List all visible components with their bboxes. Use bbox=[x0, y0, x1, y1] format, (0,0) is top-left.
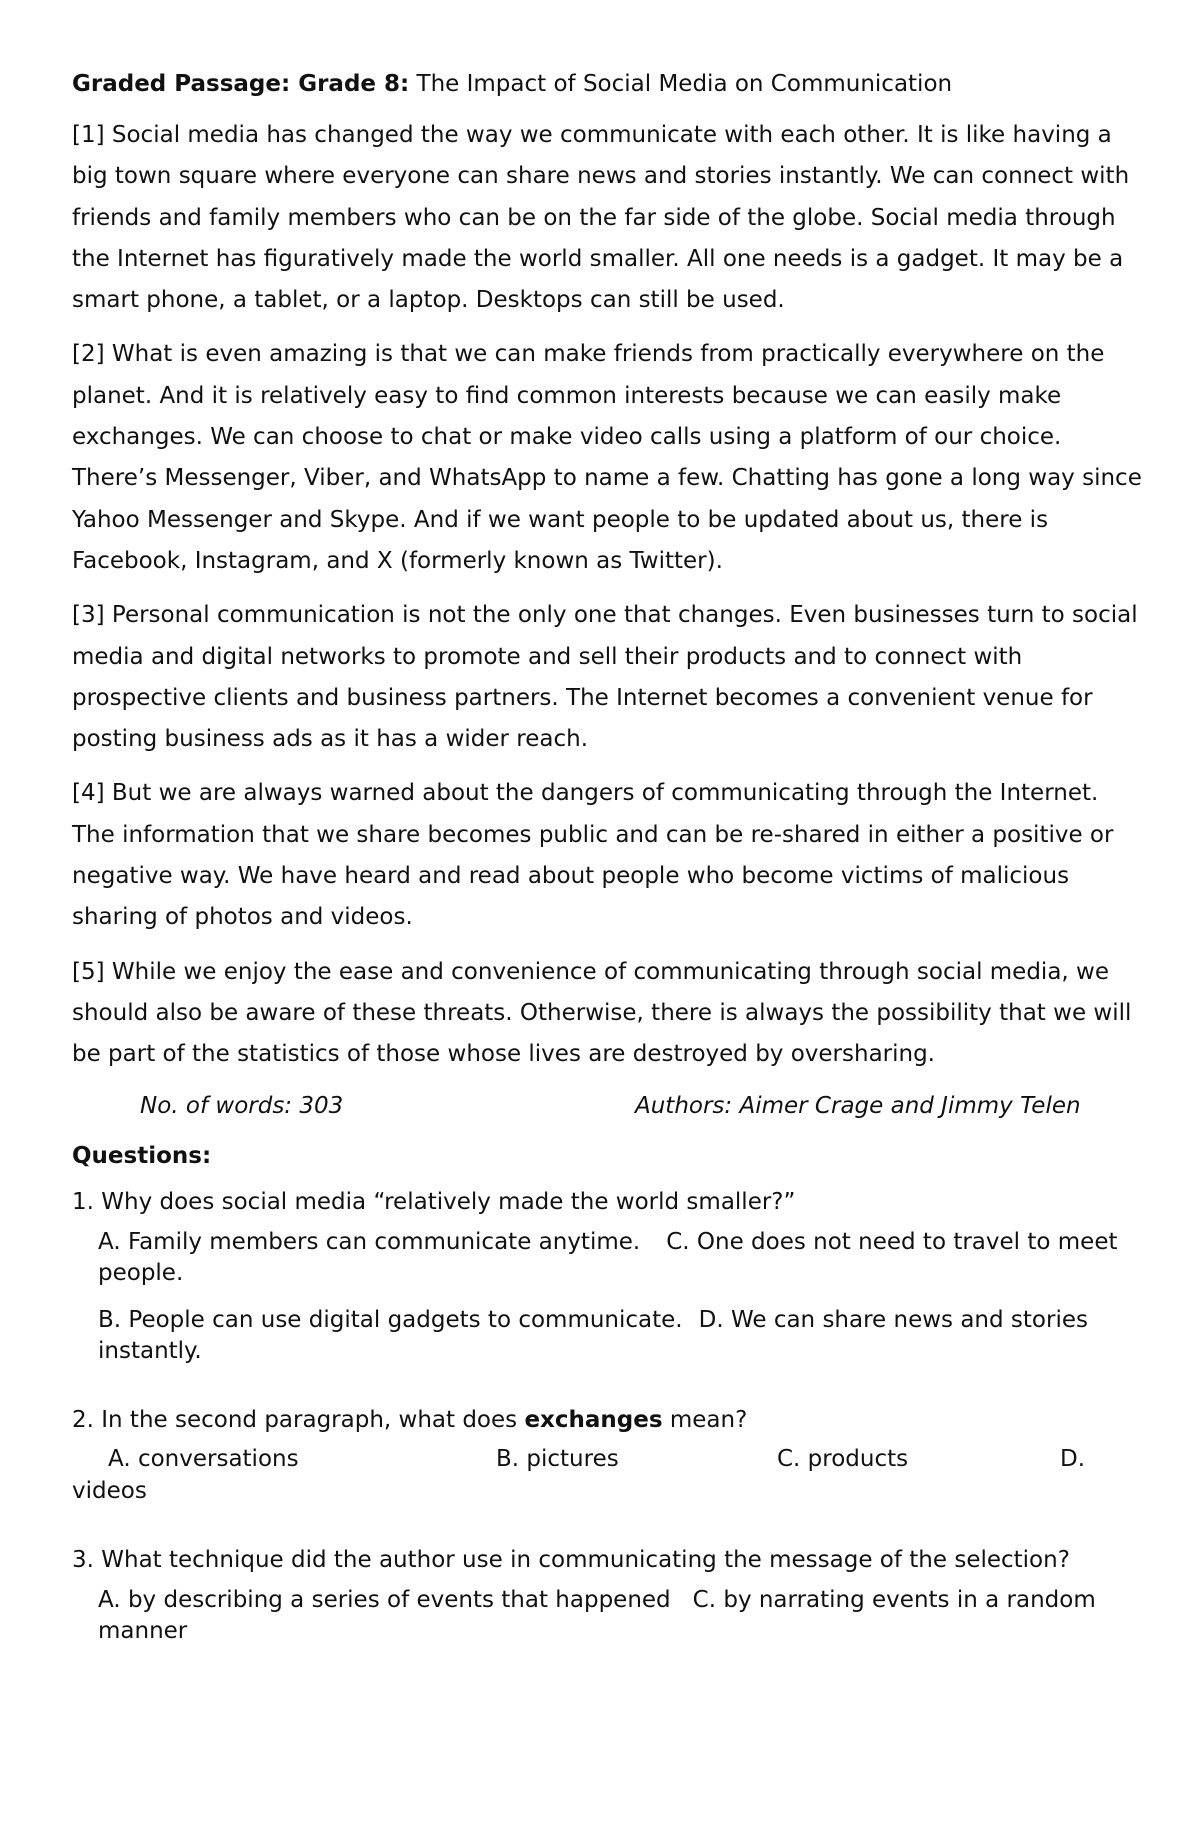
questions-heading: Questions: bbox=[72, 1142, 212, 1169]
q2-option-a: A. conversations bbox=[108, 1445, 299, 1472]
q3-option-c: C. by narrating events in a random manner bbox=[98, 1586, 1096, 1644]
q2-option-d-word: videos bbox=[72, 1477, 147, 1504]
q2-prefix: 2. In the second paragraph, what does bbox=[72, 1406, 518, 1433]
word-count: No. of words: 303 bbox=[140, 1092, 344, 1119]
authors: Authors: Aimer Crage and Jimmy Telen bbox=[635, 1092, 1081, 1119]
passage-meta bbox=[72, 1089, 1142, 1129]
q1-option-c: C. One does not need to travel to meet people. bbox=[98, 1228, 1118, 1286]
question-1-options-ac bbox=[98, 1227, 1142, 1289]
question-1-options-bd bbox=[98, 1305, 1142, 1367]
q2-option-b: B. pictures bbox=[496, 1445, 619, 1472]
paragraph-3: [3] Personal communication is not the only one that changes. Even businesses turn to social media and digital networks to promote and sell their products and to connect with prospective clients and business partners. The Internet becomes a convenient venue for posting business ads as it has a wider reach. bbox=[72, 602, 1138, 753]
paragraph-4: [4] But we are always warned about the dangers of communicating through the Internet. The information that we share becomes public and can be re-shared in either a positive or negative way. We have heard and read about people who become victims of malicious sharing of photos and videos. bbox=[72, 780, 1114, 931]
question-3: 3. What technique did the author use in communicating the message of the selection? bbox=[72, 1546, 1070, 1573]
q3-option-a: A. by describing a series of events that happened bbox=[98, 1586, 671, 1613]
paragraph-5: [5] While we enjoy the ease and convenience of communicating through social media, we should also be aware of these threats. Otherwise, there is always the possibility that we will be part of the statistics of those whose lives are destroyed by oversharing. bbox=[72, 958, 1132, 1068]
document-page bbox=[72, 64, 1142, 1647]
q1-option-d: D. We can share news and stories instantly. bbox=[98, 1306, 1088, 1364]
q2-suffix: mean? bbox=[669, 1406, 748, 1433]
passage-title-text: The Impact of Social Media on Communication bbox=[416, 71, 953, 97]
question-3-options-ac bbox=[98, 1585, 1142, 1647]
question-1: 1. Why does social media “relatively made the world smaller?” bbox=[72, 1188, 796, 1215]
q1-option-b: B. People can use digital gadgets to communicate. bbox=[98, 1306, 683, 1333]
q2-option-d: D. bbox=[1060, 1445, 1086, 1472]
q1-option-a: A. Family members can communicate anytime. bbox=[98, 1228, 641, 1255]
paragraph-2: [2] What is even amazing is that we can make friends from practically everywhere on the planet. And it is relatively easy to find common interests because we can easily make exchanges. We can choose to chat or make video calls using a platform of our choice. There’s Messenger, Viber, and WhatsApp to name a few. Chatting has gone a long way since Yahoo Messenger and Skype. And if we want people to be updated about us, there is Facebook, Instagram, and X (formerly known as Twitter). bbox=[72, 341, 1142, 574]
q2-keyword: exchanges bbox=[524, 1406, 663, 1433]
question-2-options bbox=[72, 1443, 1142, 1507]
q2-option-c: C. products bbox=[777, 1445, 909, 1472]
question-2 bbox=[72, 1403, 1142, 1437]
grade-label: Graded Passage: Grade 8: bbox=[72, 71, 410, 97]
passage-title bbox=[72, 64, 1142, 105]
paragraph-1: [1] Social media has changed the way we communicate with each other. It is like having a big town square where everyone can share news and stories instantly. We can connect with friends and family members who can be on the far side of the globe. Social media through the Internet has figuratively made the world smaller. All one needs is a gadget. It may be a smart phone, a tablet, or a laptop. Desktops can still be used. bbox=[72, 122, 1130, 314]
